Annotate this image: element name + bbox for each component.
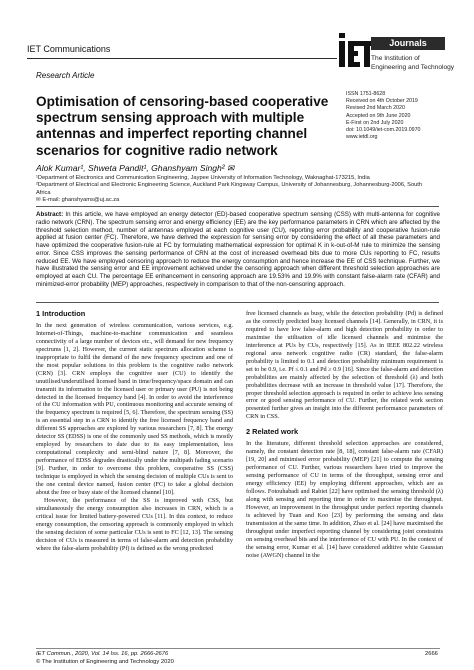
meta-doi-link[interactable]: doi: 10.1049/iet-com.2019.0970 xyxy=(346,127,421,134)
article-type: Research Article xyxy=(36,71,95,80)
publisher-name xyxy=(371,55,454,72)
left-column xyxy=(36,310,233,553)
abstract-label: Abstract: xyxy=(36,211,64,218)
meta-accepted: Accepted on 9th June 2020 xyxy=(346,112,411,119)
meta-efirst: E-First on 2nd July 2020 xyxy=(346,119,404,126)
publisher-line-2: Engineering and Technology xyxy=(371,63,455,71)
right-column xyxy=(246,310,443,560)
intro-paragraph-1: In the next generation of wireless communication, various services, e.g. Internet-of-Things, machine-to-machine communication and seamless connectivity of a large number of devices etc., will demand for new frequency spectrums [1, 2]. However, the current static spectrum allocation scheme is inappropriate to fulfil the demand of the new frequency spectrum and one of the most popular solutions to this problem is the cognitive radio network (CRN) [3]. CRN employs the cognitive user (CU) to identify the unutilised/underutilised licensed band in time/frequency/space domain and can transmit its information to the licensed user or primary user (PU) is not being detected in the licensed frequency band [4]. In order to avoid the interference of the CU information with PU, continuous monitoring and accurate sensing of the frequency spectrum is required [5, 6]. Therefore, the spectrum sensing (SS) is an essential step in a CRN to identify the free licensed frequency band and different SS approaches are explored by various researchers [7, 8]. The energy detector SS (EDSS) is one of the commonly used SS methods, which is mostly employed by researchers to date due to its easy implementation, less computational complexity and semi-blind nature [7, 8]. Moreover, the performance of EDSS degrades drastically under the multipath fading scenario [9]. Further, in order to overcome this problem, cooperative SS (CSS) technique is employed in which the sensing decision of multiple CUs is sent to the one central device named, fusion center (FC) to take a global decision about the free or busy state of the licensed channel [10]. xyxy=(36,321,233,496)
meta-revised: Revised 2nd March 2020 xyxy=(346,105,405,112)
journals-badge: Journals xyxy=(371,37,445,50)
iet-logo-icon xyxy=(339,33,373,73)
meta-issn: ISSN 1751-8628 xyxy=(346,91,386,97)
abstract-bottom-rule xyxy=(36,302,439,303)
footer-rule xyxy=(36,648,440,649)
paper-title: Optimisation of censoring-based cooperative spectrum sensing approach with multiple antennas and imperfect reporting channel scenarios for cognitive radio network xyxy=(36,94,329,158)
section-heading-introduction: 1 Introduction xyxy=(36,309,86,318)
affiliations xyxy=(36,175,436,205)
section-heading-related-work: 2 Related work xyxy=(246,427,299,437)
intro-paragraph-2: However, the performance of the SS is improved with CSS, but simultaneously the energy consumption also increases in CRN, which is a critical issue for limited battery-powered CUs [11]. In this context, to reduce energy consumption, the censoring approach is commonly employed in which the sensing decision of some particular CUs is sent to FC [12, 13]. The sensing decision of CUs is measured in terms of false-alarm and detection probability where the false-alarm probability (Pf) is defined as the wrong predicted xyxy=(36,496,233,552)
footer-citation: IET Commun., 2020, Vol. 14 Iss. 16, pp. 2666-2676 xyxy=(36,651,169,657)
related-work-paragraph-1: In the literature, different threshold selection approaches are considered, namely, the constant detection rate [8, 18], constant false-alarm rate (CFAR) [19, 20] and minimised error probability (MEP) [21] to compute the sensing performance of CU. Further, various researchers have tried to improve the sensing performance of CU in terms of the throughput, sensing error and energy efficiency (EE) by employing different approaches, which are as follows. Fotouhabadi and Rabiei [22] have optimised the sensing threshold (λ) along with sensing and reporting time in order to maximise the throughput. However, an improvement in the throughput under perfect reporting channels is achieved by Tuan and Koo [23] by performing the sensing and data transmission at the same time. In addition, Zhao et al. [24] have maximised the throughput under imperfect reporting channel by considering joint constraints on sensing overhead bits and the interference of CU with PU. In the context of the sensing error, Kumar et al. [14] have considered additive white Gaussian noise (AWGN) channel in the xyxy=(246,440,443,559)
abstract-top-rule xyxy=(36,206,439,207)
corresponding-email[interactable]: ✉ E-mail: ghanshyams@uj.ac.za xyxy=(36,197,120,204)
meta-website-link[interactable]: www.ietdl.org xyxy=(346,134,378,141)
journal-name: IET Communications xyxy=(27,44,111,54)
publisher-line-1: The Institution of xyxy=(371,55,420,62)
header-rule xyxy=(27,58,337,59)
affiliation-1: ¹Department of Electronics and Communication Engineering, Jaypee University of Information Technology, Waknaghat-173215, India xyxy=(36,175,370,181)
article-metadata xyxy=(346,91,421,141)
intro-paragraph-continued: free licensed channels as busy, while the detection probability (Pd) is defined as the correctly predicted busy licensed channels [14]. Generally, in CRN, it is required to have low false-alarm and high detection probability in order to maximise the utilisation of idle licensed channels and minimise the interference at PUs by CUs, respectively [15]. As in IEEE 802.22 wireless regional area network cognitive radio (CR) standard, the false-alarm probability is limited to 0.1 and detection probability minimum requirement is set to be 0.9, i.e. Pf ≤ 0.1 and Pd ≥ 0.9 [16]. Since the false-alarm and detection probabilities are mainly affected by the selection of threshold (λ) and both probabilities decrease with an increase in threshold value [17]. Therefore, the proper threshold selection approach is required in order to achieve less sensing error or good sensing performance of CU. Further, the related work section presented further gives an insight into the different performance parameters of CRN in CSS. xyxy=(246,310,443,421)
footer-citation-block xyxy=(36,651,174,666)
affiliation-2: ²Department of Electrical and Electronic Engineering Science, Auckland Park Kingsway Campus, University of Johannesburg, Johannesburg-2006, South Africa xyxy=(36,182,423,196)
footer-copyright: © The Institution of Engineering and Technology 2020 xyxy=(36,658,174,665)
author-list: Alok Kumar¹, Shweta Pandit¹, Ghanshyam Singh² ✉ xyxy=(36,163,235,173)
meta-received: Received on 4th October 2019 xyxy=(346,98,418,105)
page-number: 2666 xyxy=(425,651,438,657)
abstract-text: In this article, we have employed an energy detector (ED)-based cooperative spectrum sensing (CSS) with multi-antenna for cognitive radio network (CRN). The spectrum sensing error and energy efficiency (EE) are the key performance parameters in CRN which are affected by the threshold selection method, number of antennas employed at each cognitive user (CU), reporting error probability and cooperative fusion-rule applied at fusion center (FC). Therefore, we have derived the expression for sensing error by considering the effect of all these parameters and have optimized the cooperative fusion-rule at FC by formulating mathematical expression for optimal K in k-out-of-M rule to minimize the sensing error. Since CSS improves the sensing performance of CRN at the cost of increased overhead bits due to more CUs reporting to FC, results reduced EE. We have employed censoring approach to reduce the energy consumption and hence increase the EE of CSS technique. Further, we have illustrated the sensing error and EE improvement achieved under the censoring approach when different threshold selection approaches are employed at each CU. The percentage EE enhancement in censoring approach are 19.53% and 19.9% with constant false-alarm rate (CFAR) and minimized-error probability (MEP) approaches, respectively in comparison to that of the non-censoring approach. xyxy=(36,211,440,288)
abstract xyxy=(36,211,440,289)
